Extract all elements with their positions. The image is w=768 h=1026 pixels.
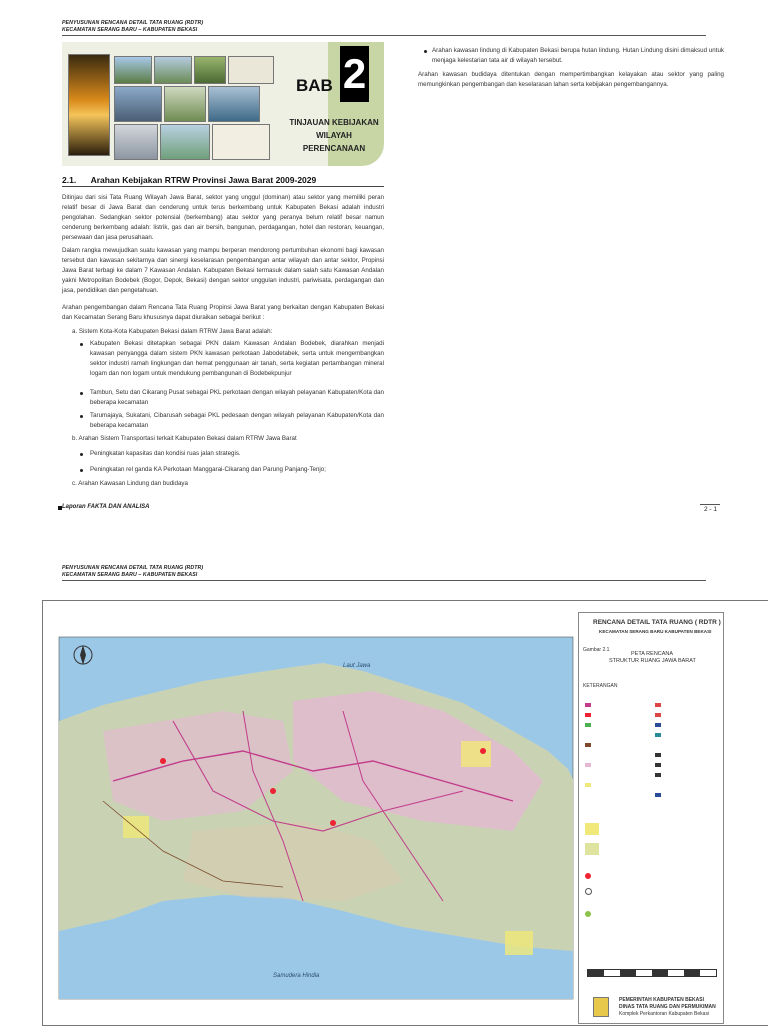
paragraph: Arahan kawasan budidaya ditentukan dengan mempertimbangkan kelayakan atau sektor yang paling memungkinkan pengembangan dan keselarasan lahan serta kebijakan pengembangannya. [418,71,724,88]
page-rule [700,504,720,505]
chapter-subtitle-line: PERENCANAAN [302,144,366,153]
photo-landscape [114,56,152,84]
chapter-subtitle-line: WILAYAH [316,131,352,140]
legend-footer: Komplek Perkantoran Kabupaten Bekasi [619,1011,710,1017]
legend-subtitle: KECAMATAN SERANG BARU KABUPATEN BEKASI [599,629,712,634]
chapter-subtitle [278,116,390,155]
photo-map-small [228,56,274,84]
page-number: 2 - 1 [704,506,718,513]
header-rule [62,35,706,36]
legend-footer: PEMERINTAH KABUPATEN BEKASI [619,997,705,1003]
map-canvas [43,601,579,1025]
zone-highlight [505,931,533,955]
photo-lake [208,86,260,122]
map-title: STRUKTUR RUANG JAWA BARAT [609,658,696,664]
running-header-subtitle: KECAMATAN SERANG BARU – KABUPATEN BEKASI [62,27,198,33]
list-item: Peningkatan rel ganda KA Perkotaan Manggarai-Cikarang dan Parung Panjang-Tenjo; [90,466,326,473]
city-marker [270,788,276,794]
legend-swatch [585,823,599,835]
list-item: Tarumajaya, Sukatani, Cibarusah sebagai PKL pedesaan dengan wilayah pelayanan Kabupaten/Kota dan beberapa kecamatan [90,412,384,429]
legend-swatch [655,713,661,717]
sea-label: Laut Jawa [343,663,371,669]
bullet [80,453,83,456]
bullet [80,469,83,472]
legend-swatch [585,723,591,727]
legend-swatch [655,763,661,767]
chapter-label: BAB [296,76,333,95]
legend-swatch [585,888,592,895]
legend-swatch [585,843,599,855]
legend-swatch [655,733,661,737]
legend-swatch [585,873,591,879]
ocean-label: Samudera Hindia [273,973,320,979]
legend-footer: DINAS TATA RUANG DAN PERMUKIMAN [619,1004,716,1010]
photo-field [194,56,226,84]
header-rule [62,580,706,581]
legend-swatch [585,763,591,767]
paragraph: Ditinjau dari sisi Tata Ruang Wilayah Jawa Barat, sektor yang unggul (dominan) atau sektor yang memiliki peran relatif besar di Jawa Barat dan cenderung untuk terus berkembang untuk Kabupaten Bekasi adalah industri pengolahan. Sedangkan sektor potensial (berkembang) atau sektor yang peranya belum relatif besar namun cenderung berkembang adalah: listrik, gas dan air bersih, bangunan, perdagangan, hotel dan restoran, keuangan, persewaan dan jasa perusahaan. [62,194,384,241]
list-item-b: b. Arahan Sistem Transportasi terkait Kabupaten Bekasi dalam RTRW Jawa Barat [72,435,297,442]
paragraph: Dalam rangka mewujudkan suatu kawasan yang mampu berperan mendorong pertumbuhan ekonomi bagi kawasan tersebut dan kawasan sekitarnya dan sinergi keselarasan pengembangan antar wilayah dan antar sektor, Propinsi Jawa Barat terbagi ke dalam 7 Kawasan Andalan. Kabupaten Bekasi termasuk dalam salah satu Kawasan Andalan yakni Metropolitan Bodebek (Bogor, Depok, Bekasi) dengan sektor unggulan industri, pariwisata, perdagangan dan jasa, pendidikan dan pengetahuan. [62,247,384,294]
city-marker [330,820,336,826]
bullet [80,392,83,395]
legend-swatch [585,713,591,717]
photo-aerial [160,124,210,160]
chapter-number: 2 [340,46,369,102]
list-item-c: c. Arahan Kawasan Lindung dan budidaya [72,480,188,487]
map-legend [578,612,724,1024]
section-rule [62,186,384,187]
list-item: Arahan kawasan lindung di Kabupaten Bekasi berupa hutan lindung. Hutan Lindung disini dimaksud untuk menjaga kelestarian tata air di wilayah tersebut. [432,47,724,64]
section-heading [62,175,316,185]
photo-plan [212,124,270,160]
zone-highlight [123,816,149,838]
regency-emblem [593,997,609,1017]
photo-sunset [68,54,110,156]
running-header-subtitle: KECAMATAN SERANG BARU – KABUPATEN BEKASI [62,572,198,578]
photo-valley [164,86,206,122]
scale-bar [587,969,717,977]
figure-number: Gambar 2.1 [583,647,610,653]
city-marker [480,748,486,754]
legend-swatch [655,773,661,777]
list-item-a: a. Sistem Kota-Kota Kabupaten Bekasi dalam RTRW Jawa Barat adalah: [72,328,273,335]
paragraph: Arahan pengembangan dalam Rencana Tata Ruang Propinsi Jawa Barat yang berkaitan dengan Kabupaten Bekasi dan Kecamatan Serang Baru khususnya dapat diuraikan sebagai berikut : [62,304,384,321]
legend-swatch [585,783,591,787]
photo-solar [114,86,162,122]
list-item: Peningkatan kapasitas dan kondisi ruas jalan strategis. [90,450,241,457]
legend-swatch [585,743,591,747]
list-item: Kabupaten Bekasi ditetapkan sebagai PKN dalam Kawasan Andalan Bodebek, diarahkan menjadi kawasan penyangga dalam sistem PKN kawasan perkotaan Jabodetabek, serta untuk mengembangkan sektor industri ramah lingkungan dan hemat penggunaan air tanah, serta kegiatan pertambangan mineral logam dan non logam untuk mendukung pembangunan di Bodebekpunjur [90,340,384,377]
legend-swatch [585,703,591,707]
bullet [80,415,83,418]
running-header-title: PENYUSUNAN RENCANA DETAIL TATA RUANG (RDTR) [62,20,204,26]
running-header-title: PENYUSUNAN RENCANA DETAIL TATA RUANG (RDTR) [62,565,204,571]
legend-title: RENCANA DETAIL TATA RUANG ( RDTR ) [593,619,721,626]
legend-heading: KETERANGAN [583,683,618,689]
photo-city [114,124,158,160]
legend-swatch [585,911,591,917]
chapter-subtitle-line: TINJAUAN KEBIJAKAN [289,118,379,127]
bullet [80,343,83,346]
legend-swatch [655,753,661,757]
map-title: PETA RENCANA [631,651,674,657]
city-marker [160,758,166,764]
bullet [424,50,427,53]
footer-report: Laporan FAKTA DAN ANALISA [62,504,150,510]
legend-swatch [655,793,661,797]
photo-building [154,56,192,84]
list-item: Tambun, Setu dan Cikarang Pusat sebagai PKL perkotaan dengan wilayah pelayanan Kabupaten/Kota dan beberapa kecamatan [90,389,384,406]
section-title: Arahan Kebijakan RTRW Provinsi Jawa Barat 2009-2029 [90,175,317,185]
section-number: 2.1. [62,175,77,185]
legend-swatch [655,723,661,727]
legend-swatch [655,703,661,707]
zone-highlight [461,741,491,767]
